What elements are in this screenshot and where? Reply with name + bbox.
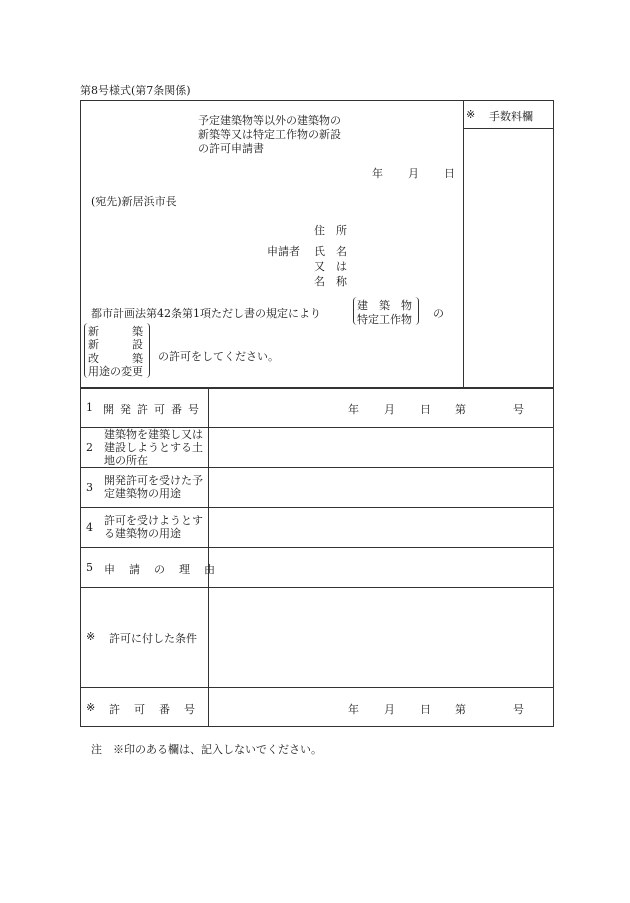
permit-year: 年 [348,703,359,716]
form-number: 第8号様式(第7条関係) [80,84,191,97]
row-5-number: 5 [86,561,93,574]
applicant-name-label: 氏 名 [314,245,347,258]
footnote: 注 ※印のある欄は、記入しないでください。 [91,743,322,756]
row-2-number: 2 [86,441,93,454]
row-5-label: 申請の理由 [104,563,229,576]
row-divider [80,507,554,508]
row-divider [80,687,554,688]
row-1-month: 月 [384,403,395,416]
action-option-new-install: 新 設 [88,338,143,351]
row-1-no-prefix: 第 [455,403,466,416]
conditions-label: 許可に付した条件 [109,632,197,645]
applicant-title-label: 名 称 [314,275,347,288]
row-2-label: 建築物を建築し又は建設しようとする土地の所在 [104,428,203,467]
no-particle: の [433,307,444,320]
row-1-number: 1 [86,401,93,414]
action-option-change-use: 用途の変更 [88,365,143,378]
date-day: 日 [444,167,455,180]
applicant-or-label: 又 は [314,260,347,273]
applicant-label: 申請者 [267,245,300,258]
permit-no-suffix: 号 [513,703,524,716]
title-line-3: の許可申請書 [198,142,264,155]
row-1-label: 開発許可番号 [103,403,205,416]
permit-month: 月 [384,703,395,716]
row-4-number: 4 [86,521,93,534]
row-3-number: 3 [86,481,93,494]
object-option-structure: 特定工作物 [357,313,412,326]
date-year: 年 [372,167,383,180]
row-1-day: 日 [420,403,431,416]
row-4-label: 許可を受けようとする建築物の用途 [104,514,203,540]
conditions-mark: ※ [86,630,96,643]
permit-number-label: 許可番号 [109,703,209,716]
date-month: 月 [408,167,419,180]
permit-no-prefix: 第 [455,703,466,716]
title-line-2: 新築等又は特定工作物の新設 [198,128,341,141]
permit-day: 日 [420,703,431,716]
row-3-label: 開発許可を受けた予定建築物の用途 [104,474,203,500]
details-column-divider [208,388,209,727]
fee-label: 手数料欄 [489,110,533,123]
fee-column-divider [463,100,464,388]
row-1-year: 年 [348,403,359,416]
row-divider [80,547,554,548]
action-option-rebuild: 改 築 [88,352,143,365]
row-divider [80,467,554,468]
law-text: 都市計画法第42条第1項ただし書の規定により [91,307,321,320]
title-line-1: 予定建築物等以外の建築物の [198,114,341,127]
permit-number-mark: ※ [86,701,96,714]
fee-mark: ※ [466,108,476,121]
row-1-no-suffix: 号 [513,403,524,416]
applicant-address-label: 住 所 [314,224,347,237]
fee-header-divider [463,128,554,129]
row-divider [80,587,554,588]
request-text: の許可をしてください。 [158,350,279,363]
object-option-building: 建 築 物 [357,299,412,312]
addressee: (宛先)新居浜市長 [91,195,177,208]
action-option-new-build: 新 築 [88,325,143,338]
